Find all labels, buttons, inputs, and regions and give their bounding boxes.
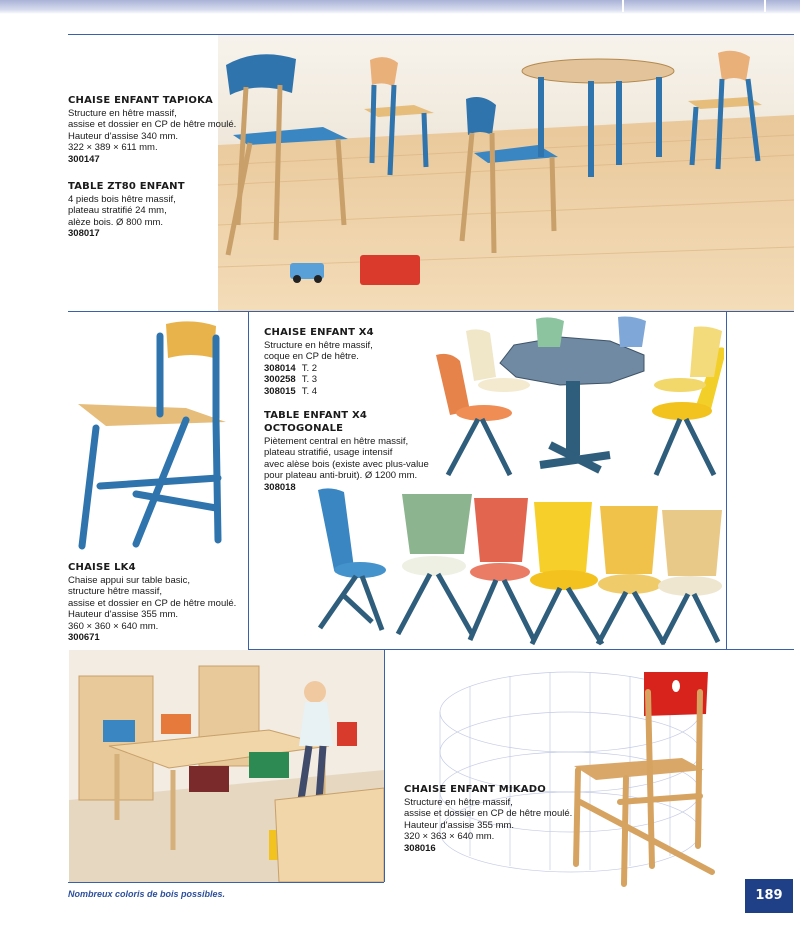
product-zt80-line-2: plateau stratifié 24 mm,: [68, 205, 167, 217]
photo-classroom-child: [69, 650, 384, 882]
photo-x4-table: [430, 315, 724, 485]
photo-lk4-chair: [76, 318, 246, 550]
product-tapioka: [68, 95, 240, 165]
product-lk4-line-1: Chaise appui sur table basic,: [68, 575, 190, 586]
product-x4-size: T. 4: [301, 385, 318, 397]
x4-row-chair-yellow: [530, 502, 602, 644]
product-x4-ref-row: [264, 374, 434, 385]
product-zt80-line-3: alèze bois. Ø 800 mm.: [68, 216, 164, 228]
product-x4-table-line-4: pour plateau anti-bruit). Ø 1200 mm.: [264, 470, 418, 482]
x4-row-chair-blue: [318, 488, 386, 630]
product-lk4-line-3: assise et dossier en CP de hêtre moulé.: [68, 597, 237, 609]
x4-row-chair-light-yellow: [598, 506, 664, 644]
product-x4-table: [264, 410, 444, 493]
product-x4-ref: 300258: [264, 374, 296, 386]
product-x4-table-title-1: TABLE ENFANT X4: [264, 410, 368, 421]
product-x4-table-ref: 308018: [264, 481, 296, 493]
divider-vertical-left: [248, 311, 249, 649]
mikado-chair-frame: [576, 692, 712, 884]
toy-toolbox: [360, 255, 420, 285]
product-x4-size: T. 3: [301, 374, 318, 386]
product-x4-table-line-3: avec alèse bois (existe avec plus-value: [264, 458, 429, 470]
product-tapioka-title: CHAISE ENFANT TAPIOKA: [68, 95, 214, 106]
product-x4-line-2: coque en CP de hêtre.: [264, 351, 359, 363]
x4-row-chair-beige: [658, 510, 722, 644]
product-lk4-title: CHAISE LK4: [68, 562, 136, 573]
mikado-chair-seat: [574, 758, 704, 780]
product-x4-size: T. 2: [301, 362, 318, 374]
product-mikado-line-4: 320 × 363 × 640 mm.: [404, 831, 495, 843]
product-x4-ref: 308015: [264, 385, 296, 397]
divider-middle: [68, 311, 794, 312]
product-tapioka-ref: 300147: [68, 153, 100, 165]
product-x4-title: CHAISE ENFANT X4: [264, 327, 374, 338]
x4-row-chair-green: [398, 494, 472, 634]
product-lk4-ref: 300671: [68, 632, 100, 644]
classroom-table-front: [275, 788, 384, 882]
product-tapioka-line-2: assise et dossier en CP de hêtre moulé.: [68, 119, 237, 131]
product-mikado-ref: 308016: [404, 842, 436, 854]
product-x4-table-line-1: Piètement central en hêtre massif,: [264, 436, 409, 447]
top-band: [0, 0, 800, 14]
divider-bottom: [68, 882, 384, 883]
chair-back-blue: [103, 720, 135, 742]
product-zt80: [68, 181, 240, 240]
chair-back-red: [337, 722, 357, 746]
top-band-tab: [622, 0, 766, 12]
product-lk4-line-4: Hauteur d'assise 355 mm.: [68, 609, 179, 621]
product-zt80-title: TABLE ZT80 ENFANT: [68, 181, 185, 192]
x4-chair-blue: [618, 317, 646, 348]
product-tapioka-line-1: Structure en hêtre massif,: [68, 108, 177, 119]
product-x4: [264, 327, 434, 397]
footer-note: Nombreux coloris de bois possibles.: [68, 889, 226, 899]
chair-back-maroon: [189, 766, 229, 792]
product-zt80-line-1: 4 pieds bois hêtre massif,: [68, 194, 176, 205]
product-tapioka-line-4: 322 × 389 × 611 mm.: [68, 142, 158, 154]
product-x4-ref-row: [264, 363, 434, 374]
product-lk4: [68, 562, 248, 643]
photo-mikado-chair: [430, 652, 720, 892]
photo-x4-chairs-row: [312, 484, 724, 646]
photo-tapioka-classroom: [68, 35, 794, 311]
product-mikado-title: CHAISE ENFANT MIKADO: [404, 784, 546, 795]
product-x4-table-title-2: OCTOGONALE: [264, 423, 344, 434]
divider-vertical-right: [726, 311, 727, 649]
chair-back-orange: [161, 714, 191, 734]
product-x4-table-line-2: plateau stratifié, usage intensif: [264, 447, 393, 459]
x4-row-chair-red: [470, 498, 534, 640]
x4-chair-green: [536, 317, 564, 347]
product-mikado: [404, 784, 578, 854]
product-tapioka-line-3: Hauteur d'assise 340 mm.: [68, 130, 179, 142]
product-x4-line-1: Structure en hêtre massif,: [264, 340, 373, 351]
product-x4-ref: 308014: [264, 362, 296, 374]
product-lk4-line-5: 360 × 360 × 640 mm.: [68, 620, 159, 632]
product-x4-ref-row: [264, 386, 434, 397]
product-zt80-ref: 308017: [68, 228, 100, 240]
product-lk4-line-2: structure hêtre massif,: [68, 586, 162, 598]
product-mikado-line-3: Hauteur d'assise 355 mm.: [404, 819, 515, 831]
page-number: 189: [745, 879, 793, 913]
product-mikado-line-1: Structure en hêtre massif,: [404, 797, 513, 808]
chair-back-green: [249, 752, 289, 778]
mikado-handle-hole: [672, 680, 680, 692]
divider-vertical-mikado: [384, 649, 385, 882]
product-mikado-line-2: assise et dossier en CP de hêtre moulé.: [404, 808, 573, 820]
